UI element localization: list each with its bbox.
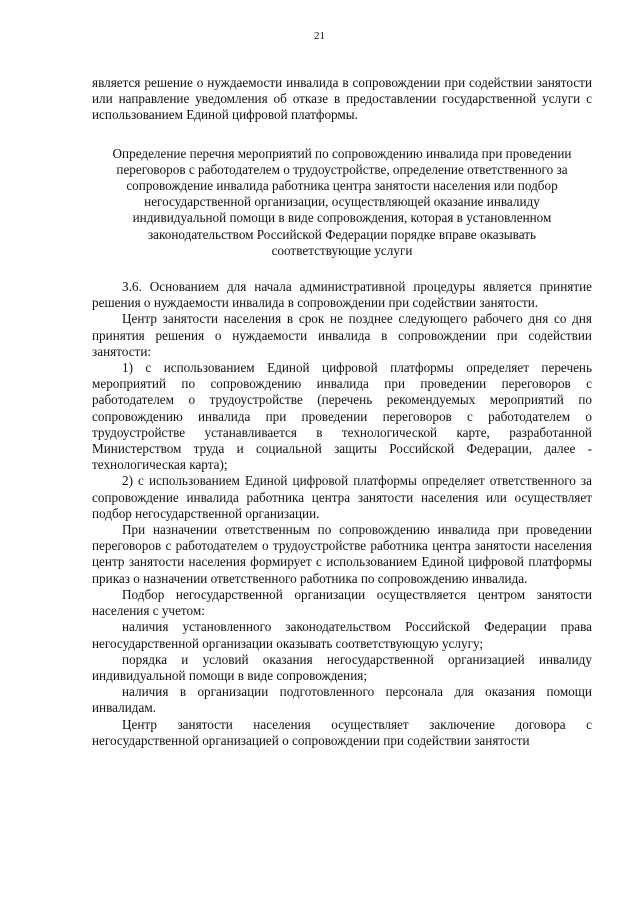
paragraph-contract: Центр занятости населения осуществляет заключение договора с негосударственной организацией о сопровождении при содействии занятости [92,716,592,748]
paragraph-3-6: 3.6. Основанием для начала административной процедуры является принятие решения о нуждаемости инвалида в сопровождении при содействии занятости. [92,279,592,311]
paragraph-item-1: 1) с использованием Единой цифровой платформы определяет перечень мероприятий по сопровождению инвалида при проведении переговоров с работодателем о трудоустройстве (перечень рекомендуемых мероприятий по сопровождению инвалида при проведении переговоров с работодателем о трудоустройстве устанавливается в технологической карте, разработанной Министерством труда и социальной защиты Российской Федерации, далее - технологическая карта); [92,360,592,473]
paragraph-criterion-conditions: порядка и условий оказания негосударственной организацией инвалиду индивидуальной помощи в виде сопровождения; [92,651,592,683]
paragraph-criterion-staff: наличия в организации подготовленного персонала для оказания помощи инвалидам. [92,684,592,716]
page-number: 21 [314,30,325,42]
paragraph-deadline: Центр занятости населения в срок не позднее следующего рабочего дня со дня принятия решения о нуждаемости инвалида в сопровождении при содействии занятости: [92,311,592,359]
paragraph-item-2: 2) с использованием Единой цифровой платформы определяет ответственного за сопровождение инвалида работника центра занятости населения или осуществляет подбор негосударственной организации. [92,473,592,521]
paragraph-appointment: При назначении ответственным по сопровождению инвалида при проведении переговоров с работодателем о трудоустройстве работника центра занятости населения центр занятости населения формирует с использованием Единой цифровой платформы приказ о назначении ответственного работника по сопровождению инвалида. [92,522,592,586]
paragraph-criterion-right: наличия установленного законодательством Российской Федерации права негосударственной организации оказывать соответствующую услугу; [92,619,592,651]
intro-paragraph: является решение о нуждаемости инвалида в сопровождении при содействии занятости или направление уведомления об отказе в предоставлении государственной услуги с использованием Единой цифровой платформы. [92,75,592,123]
paragraph-selection: Подбор негосударственной организации осуществляется центром занятости населения с учетом: [92,586,592,619]
document-body [92,75,592,749]
section-heading: Определение перечня мероприятий по сопровождению инвалида при проведении переговоров с работодателем о трудоустройстве, определение ответственного за сопровождение инвалида работника центра занятости населения или подбор негосударственной организации, осуществляющей оказание инвалиду индивидуальной помощи в виде сопровождения, которая в установленном законодательством Российской Федерации порядке вправе оказывать соответствующие услуги [112,145,572,258]
